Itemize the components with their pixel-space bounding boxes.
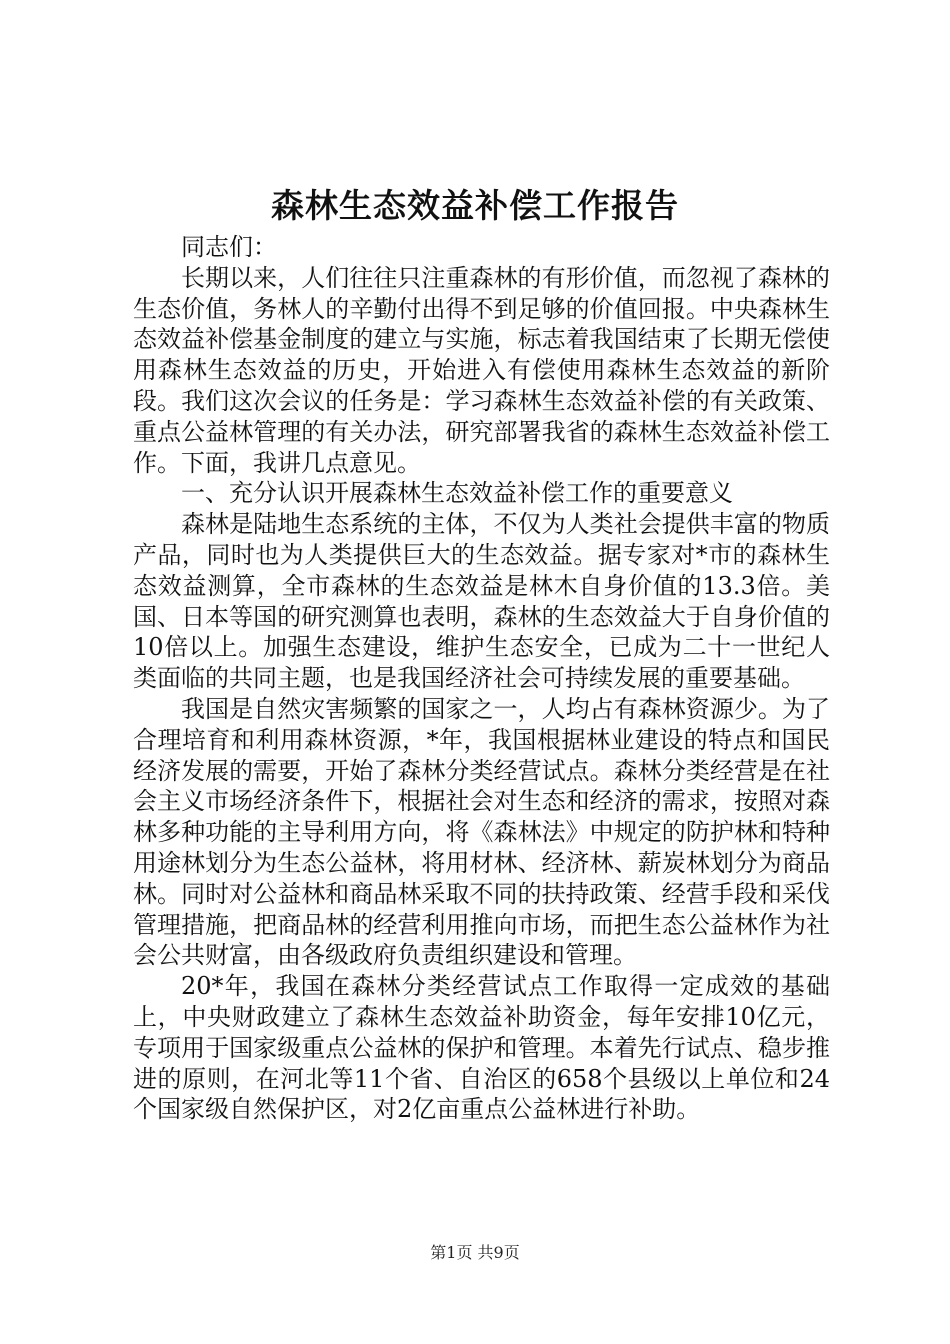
salutation: 同志们： — [181, 233, 277, 261]
paragraph-intro: 长期以来，人们往往只注重森林的有形价值，而忽视了森林的生态价值，务林人的辛勤付出得不到足够的价值回报。中央森林生态效益补偿基金制度的建立与实施，标志着我国结束了长期无偿使用森林生态效益的历史，开始进入有偿使用森林生态效益的新阶段。我们这次会议的任务是：学习森林生态效益补偿的有关政策、重点公益林管理的有关办法，研究部署我省的森林生态效益补偿工作。下面，我讲几点意见。 — [133, 263, 830, 477]
document-body — [133, 232, 830, 1125]
section-heading-1: 一、充分认识开展森林生态效益补偿工作的重要意义 — [181, 479, 733, 508]
page-footer: 第1页 共9页 — [430, 1243, 520, 1262]
paragraph-ecology: 森林是陆地生态系统的主体，不仅为人类社会提供丰富的物质产品，同时也为人类提供巨大的生态效益。据专家对*市的森林生态效益测算，全市森林的生态效益是林木自身价值的13.3倍。美国、日本等国的研究测算也表明，森林的生态效益大于自身价值的10倍以上。加强生态建设，维护生态安全，已成为二十一世纪人类面临的共同主题，也是我国经济社会可持续发展的重要基础。 — [133, 510, 830, 693]
paragraph-classification: 我国是自然灾害频繁的国家之一，人均占有森林资源少。为了合理培育和利用森林资源，*年，我国根据林业建设的特点和国民经济发展的需要，开始了森林分类经营试点。森林分类经营是在社会主义市场经济条件下，根据社会对生态和经济的需求，按照对森林多种功能的主导利用方向，将《森林法》中规定的防护林和特种用途林划分为生态公益林，将用材林、经济林、薪炭林划分为商品林。同时对公益林和商品林采取不同的扶持政策、经营手段和采伐管理措施，把商品林的经营利用推向市场，而把生态公益林作为社会公共财富，由各级政府负责组织建设和管理。 — [133, 694, 830, 970]
document-title: 森林生态效益补偿工作报告 — [271, 186, 679, 225]
paragraph-funding: 20*年，我国在森林分类经营试点工作取得一定成效的基础上，中央财政建立了森林生态效益补助资金，每年安排10亿元，专项用于国家级重点公益林的保护和管理。本着先行试点、稳步推进的原则，在河北等11个省、自治区的658个县级以上单位和24个国家级自然保护区，对2亿亩重点公益林进行补助。 — [133, 972, 830, 1124]
